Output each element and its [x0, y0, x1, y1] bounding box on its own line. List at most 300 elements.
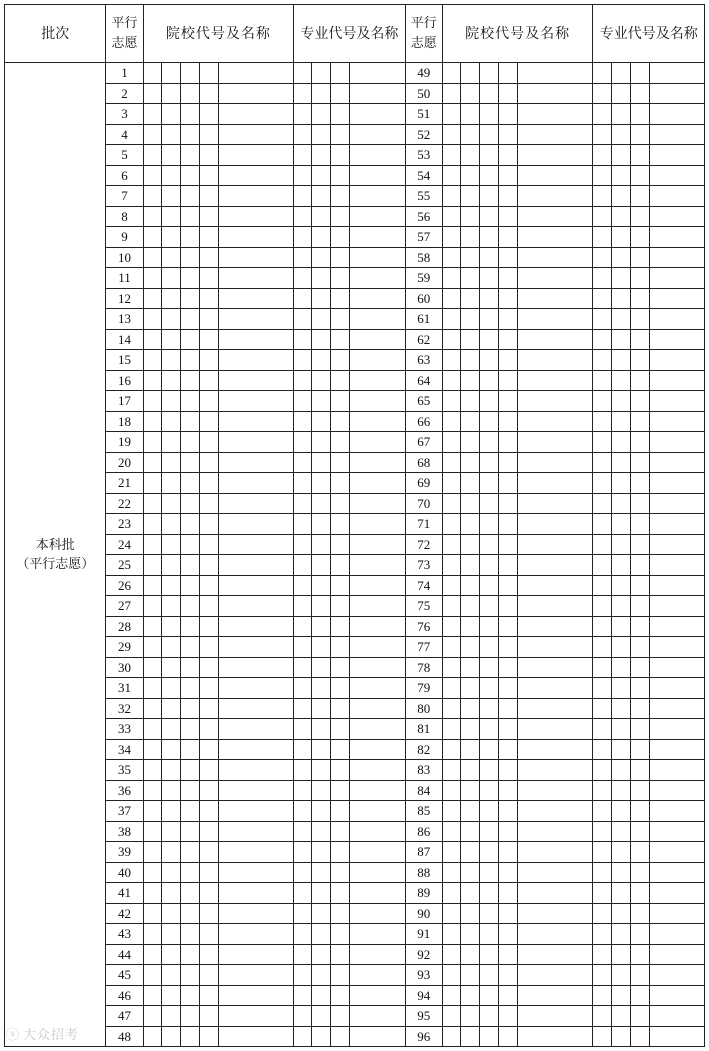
right-major-code-box[interactable]	[611, 391, 630, 412]
right-school-code-box[interactable]	[460, 883, 479, 904]
right-major-name-field[interactable]	[649, 862, 704, 883]
left-major-name-field[interactable]	[350, 760, 405, 781]
left-school-name-field[interactable]	[218, 719, 293, 740]
right-school-code-box[interactable]	[479, 350, 498, 371]
right-major-name-field[interactable]	[649, 124, 704, 145]
left-school-code-box[interactable]	[143, 924, 161, 945]
left-school-code-box[interactable]	[143, 842, 161, 863]
left-school-code-box[interactable]	[180, 801, 199, 822]
left-major-name-field[interactable]	[350, 555, 405, 576]
right-school-code-box[interactable]	[479, 965, 498, 986]
left-school-code-box[interactable]	[161, 63, 180, 84]
right-major-code-box[interactable]	[611, 1026, 630, 1047]
right-major-name-field[interactable]	[649, 924, 704, 945]
left-school-code-box[interactable]	[180, 821, 199, 842]
right-major-name-field[interactable]	[649, 719, 704, 740]
left-school-code-box[interactable]	[143, 288, 161, 309]
left-school-code-box[interactable]	[161, 801, 180, 822]
left-major-code-box[interactable]	[331, 842, 350, 863]
right-school-code-box[interactable]	[460, 555, 479, 576]
right-school-code-box[interactable]	[460, 268, 479, 289]
left-school-code-box[interactable]	[199, 903, 218, 924]
left-school-code-box[interactable]	[143, 862, 161, 883]
left-school-code-box[interactable]	[143, 637, 161, 658]
right-school-code-box[interactable]	[479, 227, 498, 248]
left-major-code-box[interactable]	[312, 350, 331, 371]
right-major-code-box[interactable]	[630, 801, 649, 822]
left-major-code-box[interactable]	[331, 370, 350, 391]
left-major-name-field[interactable]	[350, 883, 405, 904]
left-major-name-field[interactable]	[350, 411, 405, 432]
left-school-code-box[interactable]	[143, 1026, 161, 1047]
right-school-name-field[interactable]	[518, 391, 593, 412]
right-school-name-field[interactable]	[518, 206, 593, 227]
right-school-code-box[interactable]	[442, 944, 460, 965]
left-school-code-box[interactable]	[199, 965, 218, 986]
right-school-code-box[interactable]	[460, 616, 479, 637]
left-major-code-box[interactable]	[294, 350, 312, 371]
left-major-code-box[interactable]	[294, 370, 312, 391]
left-major-name-field[interactable]	[350, 165, 405, 186]
right-school-code-box[interactable]	[460, 924, 479, 945]
left-school-code-box[interactable]	[161, 165, 180, 186]
right-school-code-box[interactable]	[499, 924, 518, 945]
right-major-name-field[interactable]	[649, 145, 704, 166]
right-major-name-field[interactable]	[649, 206, 704, 227]
right-major-code-box[interactable]	[611, 862, 630, 883]
right-major-name-field[interactable]	[649, 288, 704, 309]
right-school-code-box[interactable]	[442, 698, 460, 719]
right-school-code-box[interactable]	[479, 575, 498, 596]
left-school-code-box[interactable]	[161, 1006, 180, 1027]
right-major-code-box[interactable]	[593, 268, 611, 289]
right-major-name-field[interactable]	[649, 473, 704, 494]
left-school-code-box[interactable]	[199, 739, 218, 760]
right-school-code-box[interactable]	[479, 186, 498, 207]
right-major-code-box[interactable]	[611, 227, 630, 248]
right-school-code-box[interactable]	[499, 596, 518, 617]
right-major-code-box[interactable]	[593, 432, 611, 453]
right-school-name-field[interactable]	[518, 637, 593, 658]
right-school-code-box[interactable]	[460, 637, 479, 658]
right-school-code-box[interactable]	[479, 391, 498, 412]
left-school-code-box[interactable]	[180, 104, 199, 125]
left-major-code-box[interactable]	[294, 309, 312, 330]
right-school-code-box[interactable]	[479, 206, 498, 227]
left-major-code-box[interactable]	[294, 657, 312, 678]
right-major-code-box[interactable]	[630, 903, 649, 924]
left-school-name-field[interactable]	[218, 370, 293, 391]
left-school-code-box[interactable]	[199, 780, 218, 801]
left-major-code-box[interactable]	[331, 862, 350, 883]
left-major-code-box[interactable]	[312, 555, 331, 576]
right-major-code-box[interactable]	[593, 924, 611, 945]
left-major-code-box[interactable]	[331, 903, 350, 924]
right-major-code-box[interactable]	[593, 883, 611, 904]
left-major-code-box[interactable]	[294, 944, 312, 965]
right-school-code-box[interactable]	[460, 83, 479, 104]
left-major-code-box[interactable]	[312, 452, 331, 473]
right-school-code-box[interactable]	[479, 63, 498, 84]
left-major-name-field[interactable]	[350, 493, 405, 514]
right-major-code-box[interactable]	[611, 452, 630, 473]
left-school-code-box[interactable]	[161, 678, 180, 699]
left-school-code-box[interactable]	[161, 842, 180, 863]
left-major-name-field[interactable]	[350, 719, 405, 740]
right-school-code-box[interactable]	[460, 206, 479, 227]
right-school-code-box[interactable]	[499, 739, 518, 760]
left-school-name-field[interactable]	[218, 534, 293, 555]
right-school-code-box[interactable]	[479, 903, 498, 924]
right-major-name-field[interactable]	[649, 452, 704, 473]
right-major-code-box[interactable]	[630, 780, 649, 801]
right-major-code-box[interactable]	[593, 329, 611, 350]
right-major-code-box[interactable]	[593, 124, 611, 145]
left-school-code-box[interactable]	[143, 493, 161, 514]
left-school-name-field[interactable]	[218, 473, 293, 494]
right-major-code-box[interactable]	[611, 739, 630, 760]
right-school-code-box[interactable]	[499, 329, 518, 350]
left-major-name-field[interactable]	[350, 842, 405, 863]
right-major-name-field[interactable]	[649, 678, 704, 699]
left-major-name-field[interactable]	[350, 104, 405, 125]
right-major-code-box[interactable]	[630, 452, 649, 473]
right-school-code-box[interactable]	[499, 350, 518, 371]
left-school-code-box[interactable]	[180, 432, 199, 453]
right-major-code-box[interactable]	[611, 924, 630, 945]
left-school-name-field[interactable]	[218, 801, 293, 822]
left-major-code-box[interactable]	[312, 514, 331, 535]
right-major-code-box[interactable]	[611, 883, 630, 904]
left-school-code-box[interactable]	[161, 1026, 180, 1047]
right-school-code-box[interactable]	[499, 411, 518, 432]
right-major-code-box[interactable]	[611, 616, 630, 637]
right-major-code-box[interactable]	[630, 227, 649, 248]
left-major-code-box[interactable]	[331, 83, 350, 104]
right-school-code-box[interactable]	[460, 165, 479, 186]
right-school-code-box[interactable]	[442, 309, 460, 330]
left-major-name-field[interactable]	[350, 534, 405, 555]
left-school-code-box[interactable]	[143, 186, 161, 207]
right-school-code-box[interactable]	[499, 247, 518, 268]
right-school-code-box[interactable]	[499, 637, 518, 658]
left-school-code-box[interactable]	[161, 309, 180, 330]
right-school-code-box[interactable]	[499, 534, 518, 555]
left-school-name-field[interactable]	[218, 309, 293, 330]
right-major-code-box[interactable]	[593, 944, 611, 965]
left-major-code-box[interactable]	[331, 247, 350, 268]
right-school-code-box[interactable]	[479, 104, 498, 125]
left-school-name-field[interactable]	[218, 227, 293, 248]
right-school-code-box[interactable]	[499, 227, 518, 248]
right-school-name-field[interactable]	[518, 432, 593, 453]
left-major-code-box[interactable]	[294, 165, 312, 186]
right-major-code-box[interactable]	[611, 903, 630, 924]
right-major-code-box[interactable]	[611, 944, 630, 965]
left-school-code-box[interactable]	[143, 555, 161, 576]
right-major-code-box[interactable]	[611, 842, 630, 863]
right-school-code-box[interactable]	[442, 1006, 460, 1027]
right-major-code-box[interactable]	[630, 862, 649, 883]
right-school-name-field[interactable]	[518, 883, 593, 904]
left-school-code-box[interactable]	[180, 473, 199, 494]
right-school-name-field[interactable]	[518, 227, 593, 248]
left-school-name-field[interactable]	[218, 63, 293, 84]
left-school-code-box[interactable]	[199, 493, 218, 514]
left-major-name-field[interactable]	[350, 821, 405, 842]
right-school-code-box[interactable]	[499, 801, 518, 822]
right-school-name-field[interactable]	[518, 944, 593, 965]
left-school-code-box[interactable]	[161, 862, 180, 883]
left-major-name-field[interactable]	[350, 657, 405, 678]
left-school-code-box[interactable]	[161, 473, 180, 494]
left-major-code-box[interactable]	[294, 247, 312, 268]
left-school-code-box[interactable]	[143, 760, 161, 781]
right-school-code-box[interactable]	[442, 493, 460, 514]
left-major-code-box[interactable]	[294, 206, 312, 227]
left-school-name-field[interactable]	[218, 862, 293, 883]
right-school-code-box[interactable]	[460, 780, 479, 801]
left-major-code-box[interactable]	[312, 124, 331, 145]
right-major-name-field[interactable]	[649, 575, 704, 596]
left-major-code-box[interactable]	[331, 350, 350, 371]
right-major-code-box[interactable]	[630, 493, 649, 514]
left-school-code-box[interactable]	[180, 206, 199, 227]
left-major-code-box[interactable]	[294, 862, 312, 883]
right-major-code-box[interactable]	[593, 1026, 611, 1047]
right-major-code-box[interactable]	[611, 493, 630, 514]
left-school-code-box[interactable]	[180, 862, 199, 883]
right-school-code-box[interactable]	[479, 534, 498, 555]
left-major-name-field[interactable]	[350, 801, 405, 822]
right-school-code-box[interactable]	[460, 391, 479, 412]
left-major-name-field[interactable]	[350, 514, 405, 535]
left-major-code-box[interactable]	[294, 186, 312, 207]
left-major-code-box[interactable]	[294, 965, 312, 986]
right-school-code-box[interactable]	[479, 555, 498, 576]
left-school-code-box[interactable]	[161, 452, 180, 473]
left-school-code-box[interactable]	[180, 309, 199, 330]
left-school-name-field[interactable]	[218, 780, 293, 801]
left-school-name-field[interactable]	[218, 186, 293, 207]
left-school-code-box[interactable]	[199, 186, 218, 207]
left-major-code-box[interactable]	[312, 637, 331, 658]
left-school-name-field[interactable]	[218, 924, 293, 945]
left-school-code-box[interactable]	[199, 288, 218, 309]
left-major-name-field[interactable]	[350, 227, 405, 248]
left-major-name-field[interactable]	[350, 985, 405, 1006]
left-school-code-box[interactable]	[180, 411, 199, 432]
right-major-code-box[interactable]	[611, 657, 630, 678]
left-major-name-field[interactable]	[350, 965, 405, 986]
left-major-name-field[interactable]	[350, 924, 405, 945]
right-school-code-box[interactable]	[499, 514, 518, 535]
left-school-name-field[interactable]	[218, 165, 293, 186]
right-school-code-box[interactable]	[499, 678, 518, 699]
left-school-code-box[interactable]	[161, 780, 180, 801]
left-major-code-box[interactable]	[331, 575, 350, 596]
left-school-code-box[interactable]	[180, 165, 199, 186]
left-school-code-box[interactable]	[161, 227, 180, 248]
right-major-name-field[interactable]	[649, 760, 704, 781]
left-major-code-box[interactable]	[331, 514, 350, 535]
left-major-code-box[interactable]	[312, 227, 331, 248]
right-school-code-box[interactable]	[442, 739, 460, 760]
right-major-name-field[interactable]	[649, 739, 704, 760]
left-school-code-box[interactable]	[180, 842, 199, 863]
left-major-name-field[interactable]	[350, 678, 405, 699]
right-major-code-box[interactable]	[611, 288, 630, 309]
left-major-code-box[interactable]	[331, 411, 350, 432]
right-school-name-field[interactable]	[518, 104, 593, 125]
left-major-code-box[interactable]	[294, 288, 312, 309]
left-school-code-box[interactable]	[143, 1006, 161, 1027]
right-school-code-box[interactable]	[442, 329, 460, 350]
left-school-code-box[interactable]	[161, 268, 180, 289]
left-school-code-box[interactable]	[180, 83, 199, 104]
right-school-name-field[interactable]	[518, 698, 593, 719]
left-school-code-box[interactable]	[143, 370, 161, 391]
left-school-code-box[interactable]	[180, 555, 199, 576]
right-school-name-field[interactable]	[518, 473, 593, 494]
left-major-code-box[interactable]	[294, 678, 312, 699]
right-major-code-box[interactable]	[630, 247, 649, 268]
right-major-code-box[interactable]	[630, 575, 649, 596]
right-school-code-box[interactable]	[479, 288, 498, 309]
right-major-code-box[interactable]	[611, 678, 630, 699]
left-major-code-box[interactable]	[331, 329, 350, 350]
left-major-name-field[interactable]	[350, 329, 405, 350]
right-school-code-box[interactable]	[479, 924, 498, 945]
right-major-name-field[interactable]	[649, 391, 704, 412]
left-major-code-box[interactable]	[312, 842, 331, 863]
right-major-code-box[interactable]	[593, 985, 611, 1006]
right-school-code-box[interactable]	[499, 944, 518, 965]
right-school-code-box[interactable]	[479, 411, 498, 432]
right-major-code-box[interactable]	[611, 145, 630, 166]
right-school-code-box[interactable]	[499, 145, 518, 166]
left-school-code-box[interactable]	[180, 596, 199, 617]
right-school-code-box[interactable]	[479, 801, 498, 822]
left-school-name-field[interactable]	[218, 678, 293, 699]
left-school-code-box[interactable]	[180, 493, 199, 514]
right-major-code-box[interactable]	[630, 186, 649, 207]
right-school-name-field[interactable]	[518, 247, 593, 268]
left-school-code-box[interactable]	[180, 145, 199, 166]
right-school-code-box[interactable]	[479, 124, 498, 145]
right-major-code-box[interactable]	[593, 760, 611, 781]
right-school-code-box[interactable]	[499, 309, 518, 330]
left-school-code-box[interactable]	[199, 432, 218, 453]
left-school-code-box[interactable]	[143, 145, 161, 166]
left-major-code-box[interactable]	[312, 616, 331, 637]
left-school-code-box[interactable]	[199, 760, 218, 781]
right-school-name-field[interactable]	[518, 350, 593, 371]
left-school-name-field[interactable]	[218, 637, 293, 658]
right-school-name-field[interactable]	[518, 616, 593, 637]
left-school-code-box[interactable]	[199, 678, 218, 699]
right-school-code-box[interactable]	[499, 862, 518, 883]
right-school-code-box[interactable]	[460, 575, 479, 596]
right-school-code-box[interactable]	[460, 370, 479, 391]
left-school-code-box[interactable]	[199, 575, 218, 596]
right-school-code-box[interactable]	[499, 1006, 518, 1027]
right-school-code-box[interactable]	[460, 63, 479, 84]
right-school-code-box[interactable]	[442, 862, 460, 883]
right-school-code-box[interactable]	[460, 739, 479, 760]
right-school-code-box[interactable]	[499, 698, 518, 719]
right-school-code-box[interactable]	[499, 391, 518, 412]
right-school-code-box[interactable]	[460, 329, 479, 350]
right-school-code-box[interactable]	[499, 780, 518, 801]
left-school-code-box[interactable]	[180, 678, 199, 699]
left-major-code-box[interactable]	[294, 329, 312, 350]
left-major-code-box[interactable]	[331, 288, 350, 309]
right-school-code-box[interactable]	[479, 493, 498, 514]
left-major-code-box[interactable]	[294, 227, 312, 248]
left-school-code-box[interactable]	[180, 391, 199, 412]
left-school-code-box[interactable]	[199, 657, 218, 678]
right-school-name-field[interactable]	[518, 719, 593, 740]
left-major-code-box[interactable]	[294, 534, 312, 555]
right-school-code-box[interactable]	[460, 124, 479, 145]
left-school-code-box[interactable]	[143, 801, 161, 822]
left-major-code-box[interactable]	[331, 165, 350, 186]
left-major-code-box[interactable]	[312, 104, 331, 125]
left-school-code-box[interactable]	[161, 657, 180, 678]
left-school-code-box[interactable]	[161, 575, 180, 596]
left-major-code-box[interactable]	[331, 63, 350, 84]
right-major-code-box[interactable]	[611, 965, 630, 986]
left-major-code-box[interactable]	[294, 268, 312, 289]
right-school-code-box[interactable]	[442, 370, 460, 391]
right-major-code-box[interactable]	[593, 616, 611, 637]
right-school-code-box[interactable]	[479, 1006, 498, 1027]
left-school-code-box[interactable]	[199, 411, 218, 432]
right-school-code-box[interactable]	[442, 678, 460, 699]
left-school-name-field[interactable]	[218, 555, 293, 576]
right-school-code-box[interactable]	[460, 678, 479, 699]
right-major-code-box[interactable]	[611, 350, 630, 371]
left-school-name-field[interactable]	[218, 883, 293, 904]
left-school-code-box[interactable]	[143, 965, 161, 986]
right-school-code-box[interactable]	[499, 575, 518, 596]
right-school-code-box[interactable]	[442, 124, 460, 145]
left-school-name-field[interactable]	[218, 391, 293, 412]
left-school-code-box[interactable]	[161, 924, 180, 945]
right-school-name-field[interactable]	[518, 370, 593, 391]
left-major-code-box[interactable]	[294, 801, 312, 822]
left-major-code-box[interactable]	[312, 1006, 331, 1027]
right-major-name-field[interactable]	[649, 493, 704, 514]
right-school-code-box[interactable]	[499, 821, 518, 842]
left-school-code-box[interactable]	[161, 288, 180, 309]
left-major-code-box[interactable]	[312, 924, 331, 945]
right-school-code-box[interactable]	[442, 555, 460, 576]
right-major-name-field[interactable]	[649, 63, 704, 84]
left-major-code-box[interactable]	[331, 391, 350, 412]
right-major-code-box[interactable]	[630, 411, 649, 432]
right-major-code-box[interactable]	[611, 821, 630, 842]
left-major-code-box[interactable]	[331, 268, 350, 289]
left-school-code-box[interactable]	[199, 63, 218, 84]
right-major-name-field[interactable]	[649, 555, 704, 576]
right-school-code-box[interactable]	[442, 534, 460, 555]
right-major-name-field[interactable]	[649, 965, 704, 986]
left-school-code-box[interactable]	[199, 637, 218, 658]
right-school-code-box[interactable]	[460, 760, 479, 781]
right-major-code-box[interactable]	[593, 227, 611, 248]
